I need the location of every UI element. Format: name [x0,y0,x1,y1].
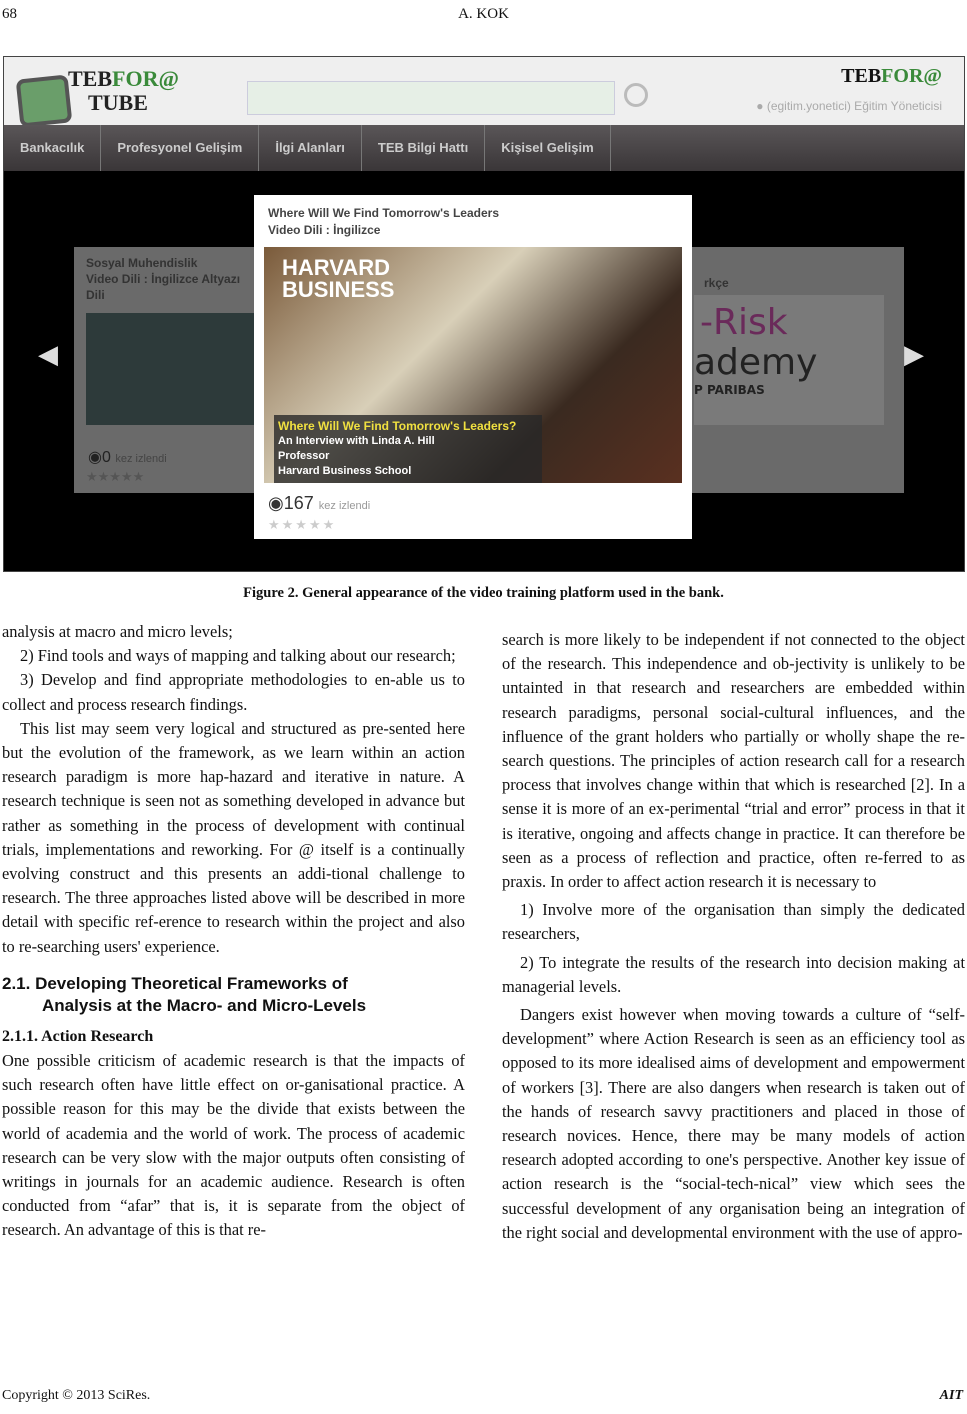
logo-text-green: FOR@ [112,66,179,91]
search-input[interactable] [247,81,615,115]
section-heading: 2.1. Developing Theoretical Frameworks of Analysis at the Macro- and Micro-Levels [2,973,367,1015]
user-name: (egitim.yonetici) Eğitim Yöneticisi [766,99,942,113]
carousel-prev-button[interactable]: ◀ [38,339,58,369]
thumb-text: ademy [694,342,818,383]
user-icon: ● [756,99,767,113]
nav-profesyonel-gelisim[interactable]: Profesyonel Gelişim [101,125,259,171]
rating-stars[interactable]: ★★★★★ [268,517,337,532]
video-thumbnail[interactable] [694,295,884,425]
view-count: 0 [101,449,111,466]
nav-teb-bilgi-hatti[interactable]: TEB Bilgi Hattı [362,125,485,171]
paragraph: This list may seem very logical and structured as pre-sented here but the evolution of the framework, as we learn within an action research paradigm is more hap-hazard and iterative in nature. A research technique is seen not as something developed in advance but rather as something in the process of development with continual trials, implementations and reworking. For @ itself is a continually evolving construct and this presents an addi-tional challenge to research. The three approaches listed above will be described in more detail with specific ref-erence to research within the project and also to re-searching users' experience. [2,718,465,956]
caption-line: An Interview with Linda A. Hill [278,435,435,447]
video-thumbnail[interactable] [264,247,682,483]
subsection-heading: 2.1.1. Action Research [2,1027,154,1045]
video-carousel [4,181,964,571]
views-label: kez izlendi [318,500,371,512]
video-language: rkçe [704,276,729,290]
harvard-business-logo: HARVARD BUSINESS [282,255,395,302]
paragraph: 2) Find tools and ways of mapping and talking about our research; [20,646,456,666]
running-header: A. KOK [458,6,509,22]
figure-screenshot [3,56,965,572]
paragraph: 3) Develop and find appropriate methodologies to en-able us to collect and process research findings. [2,670,465,714]
view-count: 167 [283,493,314,513]
nav-kisisel-gelisim[interactable]: Kişisel Gelişim [485,125,611,171]
paragraph: search is more likely to be independent if not connected to the object of the research. This independence and ob-jectivity is unlikely to be untainted in that research and researchers are embedded within research paradigms, personal social-cultural influences, and the influence of the grant holders who partially or wholly shape the re-search questions. The principles of action research call for a research process that involves change within that which is researched [2]. In a sense it is more of an ex-perimental “trial and error” process in that it is iterative, ongoing and affects change in practice. It can therefore be seen as a process of reflection and practice, often re-ferred to as praxis. In order to affect action research it is necessary to [502,630,965,892]
video-thumbnail[interactable] [86,313,254,425]
brand-text: TEB [841,65,882,87]
caption-line: Harvard Business School [278,465,412,477]
eye-icon: ◉ [88,449,102,466]
views-label: kez izlendi [115,453,167,465]
thumb-text: -Risk [700,302,788,343]
video-title: Sosyal Muhendislik [86,256,198,270]
paragraph: 2) To integrate the results of the research into decision making at managerial levels. [502,952,965,996]
paragraph: analysis at macro and micro levels; [2,622,233,641]
video-caption [274,415,542,483]
figure-caption: Figure 2. General appearance of the video training platform used in the bank. [243,585,724,601]
video-language: Video Dili : İngilizce [268,223,381,237]
site-header [4,57,964,125]
thumb-text: P PARIBAS [694,383,765,397]
video-title: Where Will We Find Tomorrow's Leaders [268,206,499,220]
eye-icon: ◉ [268,493,284,513]
video-card-featured[interactable] [254,195,692,539]
nav-bankacilik[interactable]: Bankacılık [4,125,101,171]
tv-icon [16,74,73,127]
nav-ilgi-alanlari[interactable]: İlgi Alanları [259,125,362,171]
paragraph: One possible criticism of academic research is that the impacts of such research often have little effect on or-ganisational practice. A possible reason for this may be the divide that exists between the world of academia and the world of work. The process of academic research can be very slow with the major outputs often consisting of writings in journals for an academic audience. Research is often conducted from “afar” that is, it is separate from the object of research. An advantage of this is that re- [2,1051,465,1240]
main-nav [4,125,964,171]
video-language: Video Dili : İngilizce Altyazı Dili [86,272,241,302]
paragraph: 1) Involve more of the organisation than simply the dedicated researchers, [502,900,965,944]
carousel-next-button[interactable]: ▶ [904,339,924,369]
search-icon[interactable] [624,83,648,107]
copyright: Copyright © 2013 SciRes. [2,1388,151,1403]
user-account[interactable] [756,99,942,113]
logo-text-tube: TUBE [88,90,148,115]
left-column [2,620,465,1243]
tebfora-tube-logo[interactable] [14,63,179,123]
right-column [502,628,965,1245]
journal-name: AIT [939,1388,963,1403]
brand-logo-right [841,65,942,88]
page-number: 68 [2,6,17,22]
brand-text-green: FOR@ [881,65,942,87]
caption-title: Where Will We Find Tomorrow's Leaders? [278,419,517,433]
caption-line: Professor [278,450,330,462]
logo-text: TEB [68,66,113,91]
paragraph: Dangers exist however when moving towards a culture of “self-development” where Action Research is seen as an efficiency tool as opposed to its more idealised aims of development and empowerment of workers [3]. There are also dangers when research is taken out of the hands of research savvy practitioners and placed in those of research novices. Hence, there may be many models of action research adopted according to one's perspective. Another key issue of action research is the “social-tech-nical” view which sees the successful development of any organisation being an integration of the right social and developmental environment with the use of appro- [502,1005,965,1242]
rating-stars[interactable]: ★★★★★ [86,469,145,484]
